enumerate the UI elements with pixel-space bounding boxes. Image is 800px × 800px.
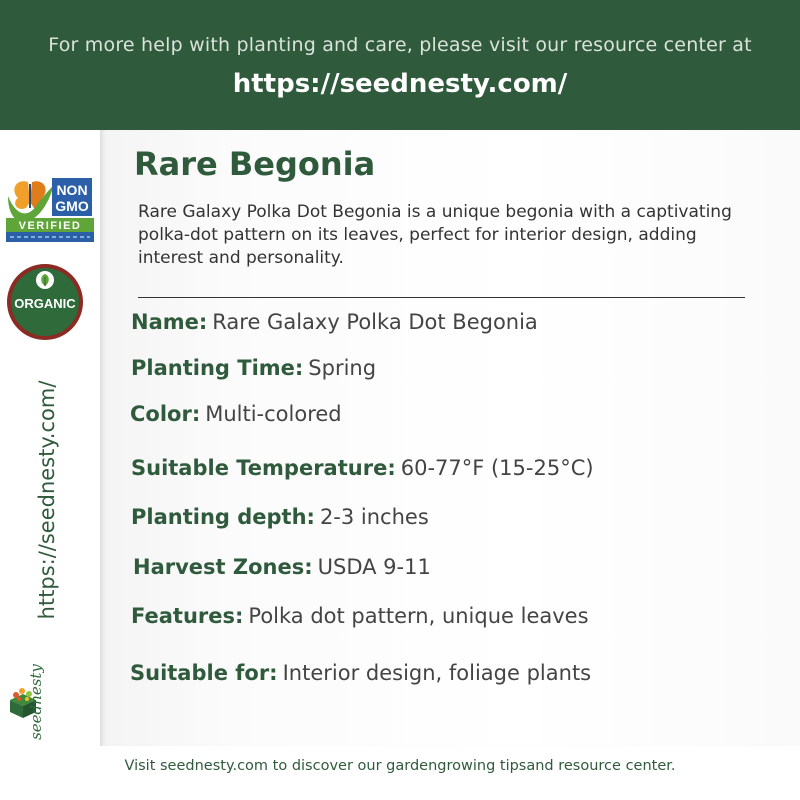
spec-label: Features: [131,604,244,628]
spec-value: 2-3 inches [319,505,429,529]
spec-label: Planting depth: [131,505,315,529]
spec-value: USDA 9-11 [317,555,431,579]
non-gmo-badge-icon [6,176,94,242]
organic-seal-icon [6,263,84,341]
spec-label: Name: [131,310,208,334]
non-gmo-verified-badge [6,176,94,242]
banner-help-text: For more help with planting and care, please visit our resource center at [48,34,752,56]
banner-url-link[interactable]: https://seednesty.com/ [232,69,568,99]
non-gmo-text-top: NON [56,182,88,198]
logo-wordmark: seednesty [27,664,45,740]
spec-features [131,604,589,628]
spec-planting-depth [131,505,429,529]
non-gmo-verified-text: VERIFIED [18,220,82,232]
spec-label: Suitable Temperature: [131,456,396,480]
spec-label: Color: [130,402,201,426]
seednesty-logo [6,660,76,748]
product-description: Rare Galaxy Polka Dot Begonia is a unique begonia with a captivating polka-dot pattern on its leaves, perfect for interior design, adding interest and personality. [138,202,732,268]
spec-label: Harvest Zones: [133,555,313,579]
spec-planting-time [131,356,376,380]
spec-value: Rare Galaxy Polka Dot Begonia [212,310,538,334]
vertical-url-link[interactable]: https://seednesty.com/ [35,380,59,620]
organic-badge [6,263,84,341]
spec-value: Multi-colored [205,402,342,426]
spec-value: Polka dot pattern, unique leaves [248,604,589,628]
spec-harvest-zones [133,555,431,579]
footer-text: Visit seednesty.com to discover our gardengrowing tipsand resource center. [124,758,676,774]
spec-value: Interior design, foliage plants [282,661,592,685]
spec-name [131,310,538,334]
spec-color [130,402,342,426]
divider [138,297,745,298]
organic-text: ORGANIC [14,296,76,311]
product-title: Rare Begonia [134,145,376,183]
top-banner [0,0,800,130]
spec-label: Planting Time: [131,356,304,380]
spec-temperature [131,456,594,480]
spec-suitable-for [130,661,591,685]
non-gmo-text-bottom: GMO [55,198,89,214]
spec-value: 60-77°F (15-25°C) [400,456,594,480]
spec-label: Suitable for: [130,661,278,685]
spec-value: Spring [308,356,377,380]
